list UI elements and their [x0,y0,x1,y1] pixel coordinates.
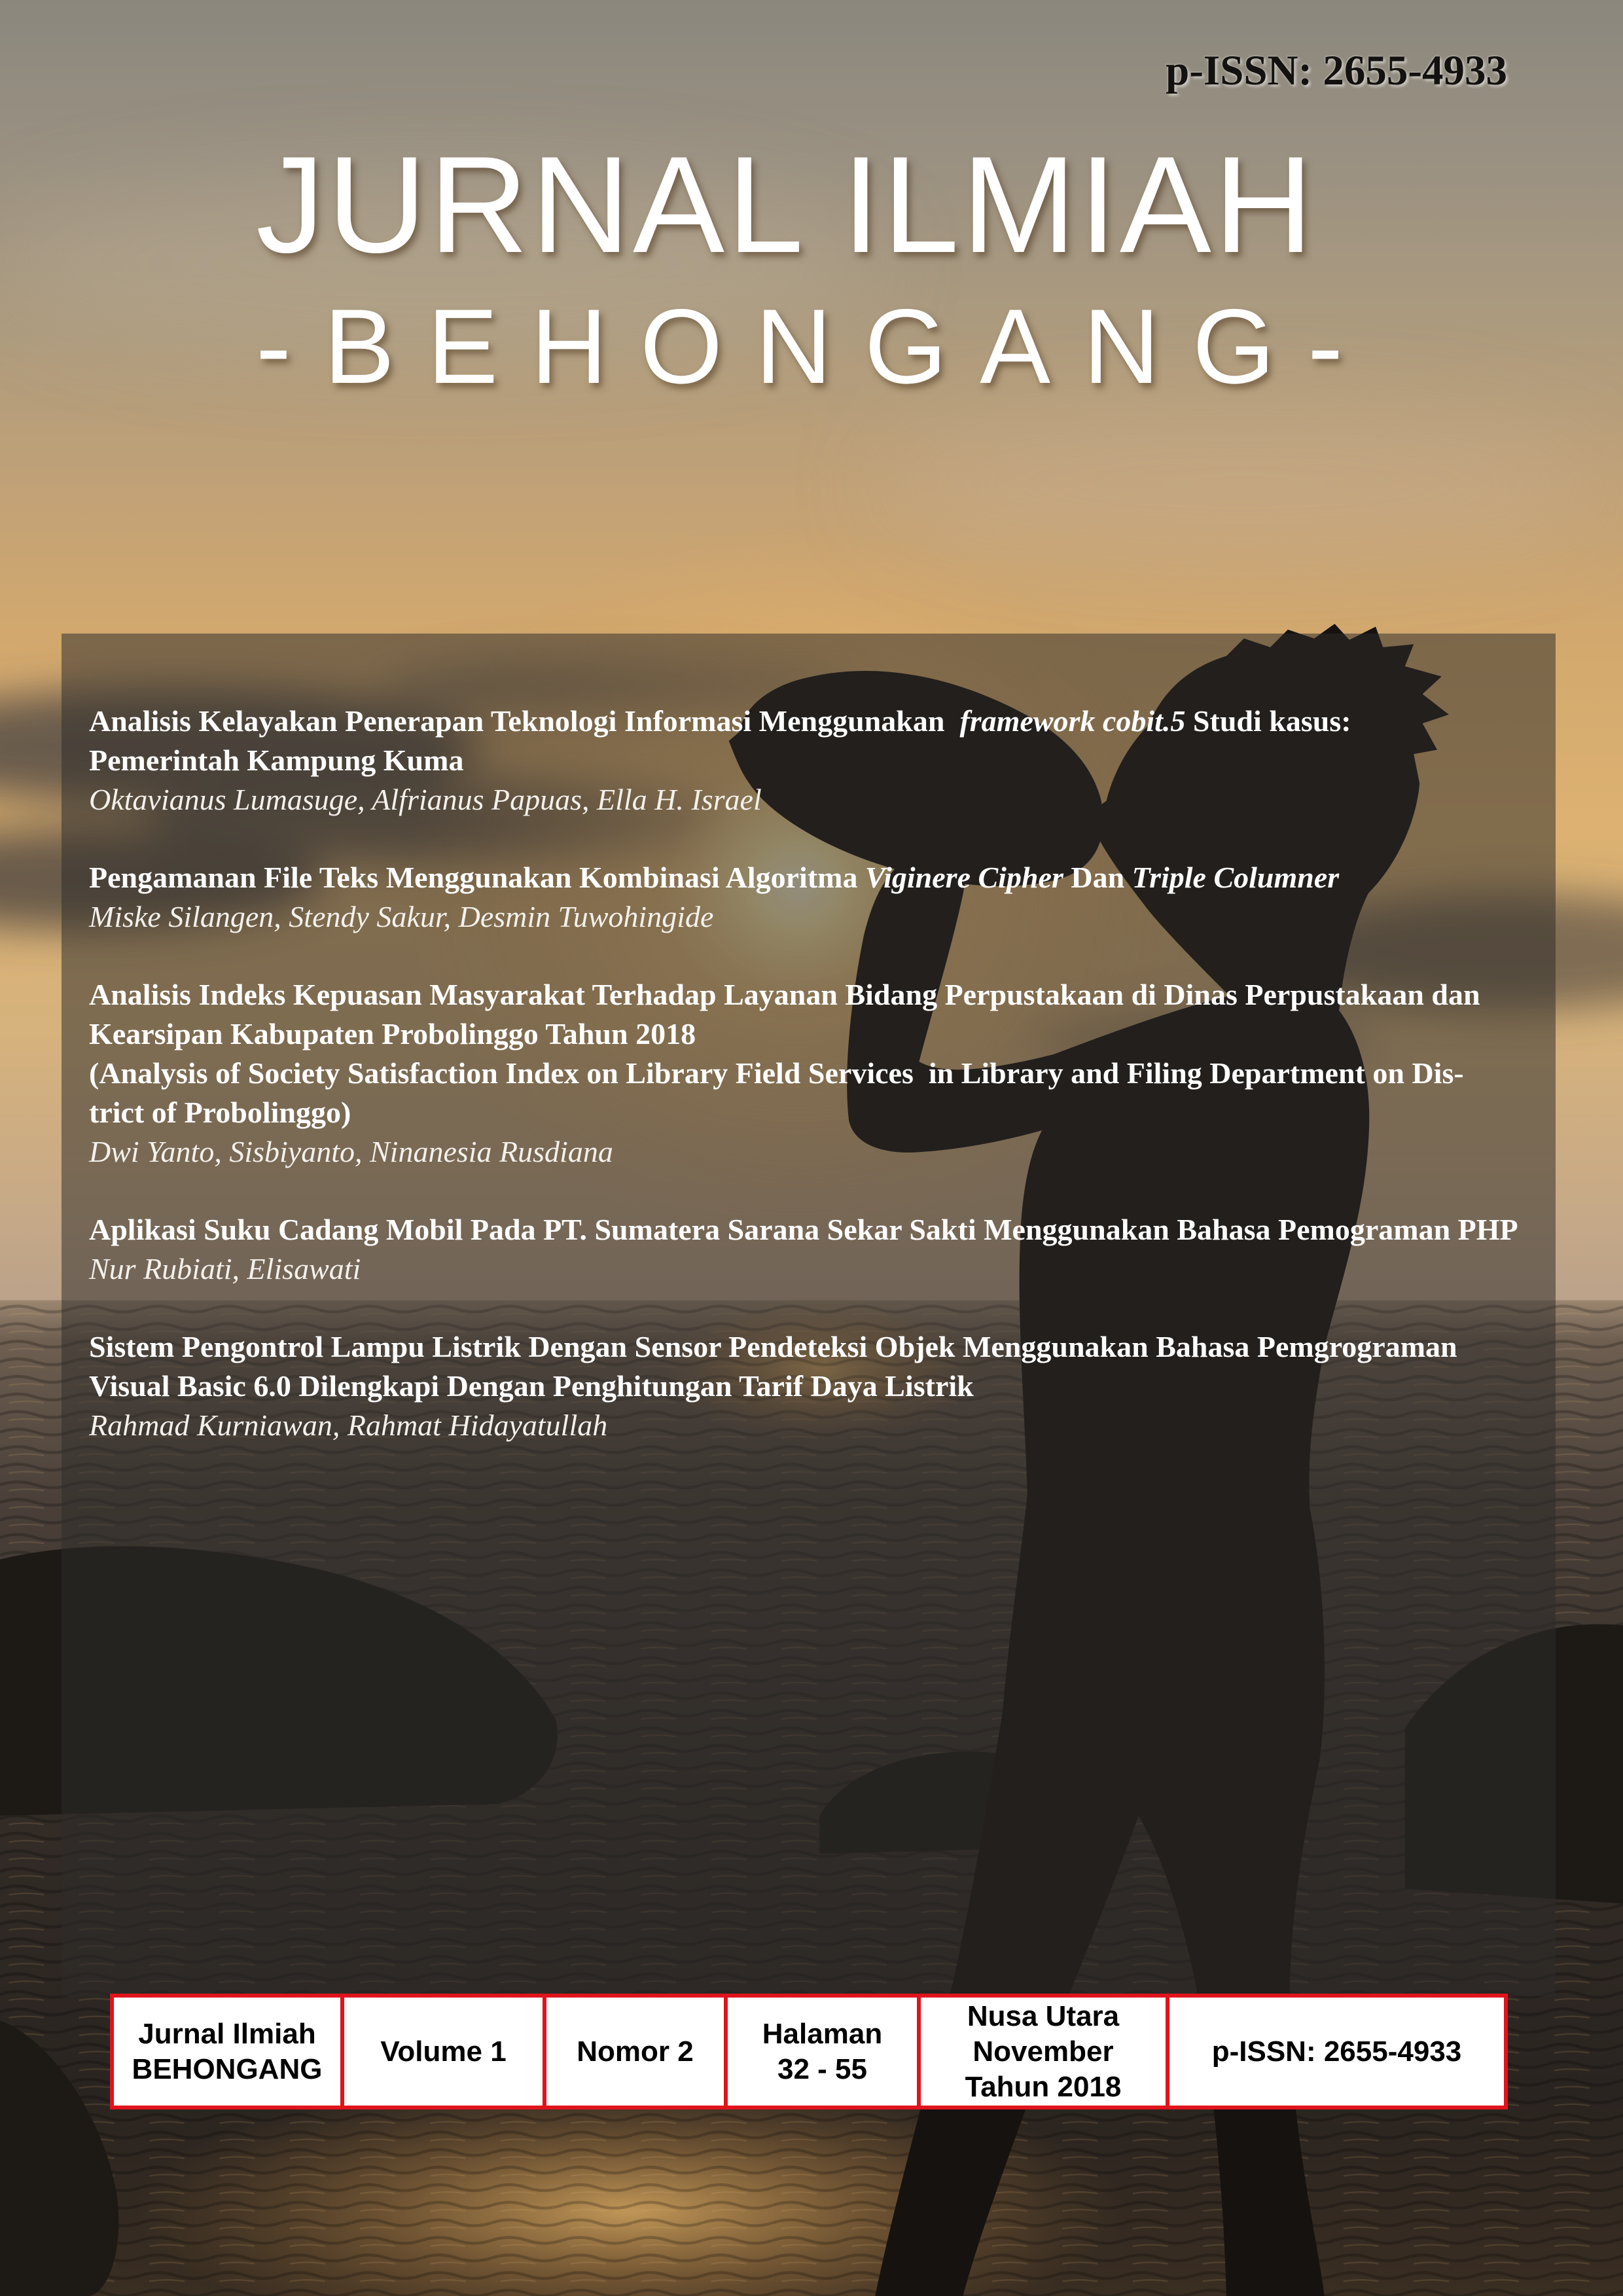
info-journal-line: BEHONGANG [132,2053,323,2085]
info-journal-line: Jurnal Ilmiah [138,2017,316,2050]
article-title-text: (Analysis of Society Satisfaction Index on Library Field Services in Library and Filing Department on Dis- [89,1056,1464,1090]
article-item [89,702,1552,819]
article-title-text: Pemerintah Kampung Kuma [89,744,464,777]
article-title-text: Visual Basic 6.0 Dilengkapi Dengan Penghitungan Tarif Daya Listrik [89,1369,974,1403]
info-cell-pages [728,1998,921,2106]
info-issn: p-ISSN: 2655-4933 [1211,2035,1462,2068]
journal-name: -BEHONGANG- [256,287,1376,406]
article-title-line [89,858,1552,897]
info-publication-line: November [972,2035,1114,2068]
info-cell-issn [1169,1998,1504,2106]
info-publication-line: Tahun 2018 [965,2070,1122,2103]
article-authors: Miske Silangen, Stendy Sakur, Desmin Tuwohingide [89,900,714,933]
article-title-line [89,1054,1552,1093]
article-authors: Oktavianus Lumasuge, Alfrianus Papuas, Ella H. Israel [89,783,762,816]
article-title-line [89,1367,1552,1406]
article-title-text: trict of Probolinggo) [89,1096,351,1129]
info-cell-number [546,1998,728,2106]
article-title-text: Studi kasus: [1185,704,1351,738]
article-title-text: Aplikasi Suku Cadang Mobil Pada PT. Sumatera Sarana Sekar Sakti Menggunakan Bahasa Pemograman PHP [89,1213,1518,1246]
issn-label: p-ISSN: 2655-4933 [1166,47,1507,94]
article-title-text: Dan [1063,861,1132,894]
info-pages-line: 32 - 55 [777,2053,867,2085]
info-box [110,1994,1508,2109]
info-cell-journal [114,1998,344,2106]
info-publication-line: Nusa Utara [967,2000,1120,2032]
article-authors: Nur Rubiati, Elisawati [89,1252,361,1285]
article-title-text: Pengamanan File Teks Menggunakan Kombinasi Algoritma [89,861,865,894]
info-pages-line: Halaman [762,2017,883,2050]
article-title-line [89,1210,1552,1249]
article-title-text: Analisis Kelayakan Penerapan Teknologi Informasi Menggunakan [89,704,960,738]
article-title-term: Triple Columner [1132,861,1340,894]
article-title-text: Sistem Pengontrol Lampu Listrik Dengan Sensor Pendeteksi Objek Menggunakan Bahasa Pemgrograman [89,1330,1457,1363]
article-title-line [89,1014,1552,1054]
article-list [89,702,1552,1484]
article-item [89,975,1552,1172]
article-title-line [89,1093,1552,1132]
article-title-term: framework cobit.5 [959,704,1186,738]
info-volume: Volume 1 [380,2035,507,2068]
article-title-text: Kearsipan Kabupaten Probolinggo Tahun 2018 [89,1017,696,1050]
info-number: Nomor 2 [577,2035,694,2068]
article-item [89,1327,1552,1445]
info-cell-volume [344,1998,546,2106]
info-cell-publication [921,1998,1169,2106]
article-title-text: Analisis Indeks Kepuasan Masyarakat Terhadap Layanan Bidang Perpustakaan di Dinas Perpustakaan dan [89,978,1480,1011]
article-title-line [89,741,1552,780]
article-item [89,858,1552,937]
article-item [89,1210,1552,1289]
article-title-term: Viginere Cipher [865,861,1063,894]
article-title-line [89,975,1552,1014]
article-authors: Rahmad Kurniawan, Rahmat Hidayatullah [89,1408,608,1442]
article-title-line [89,1327,1552,1367]
article-title-line [89,702,1552,741]
journal-title: JURNAL ILMIAH [256,128,1316,281]
article-authors: Dwi Yanto, Sisbiyanto, Ninanesia Rusdiana [89,1135,613,1168]
